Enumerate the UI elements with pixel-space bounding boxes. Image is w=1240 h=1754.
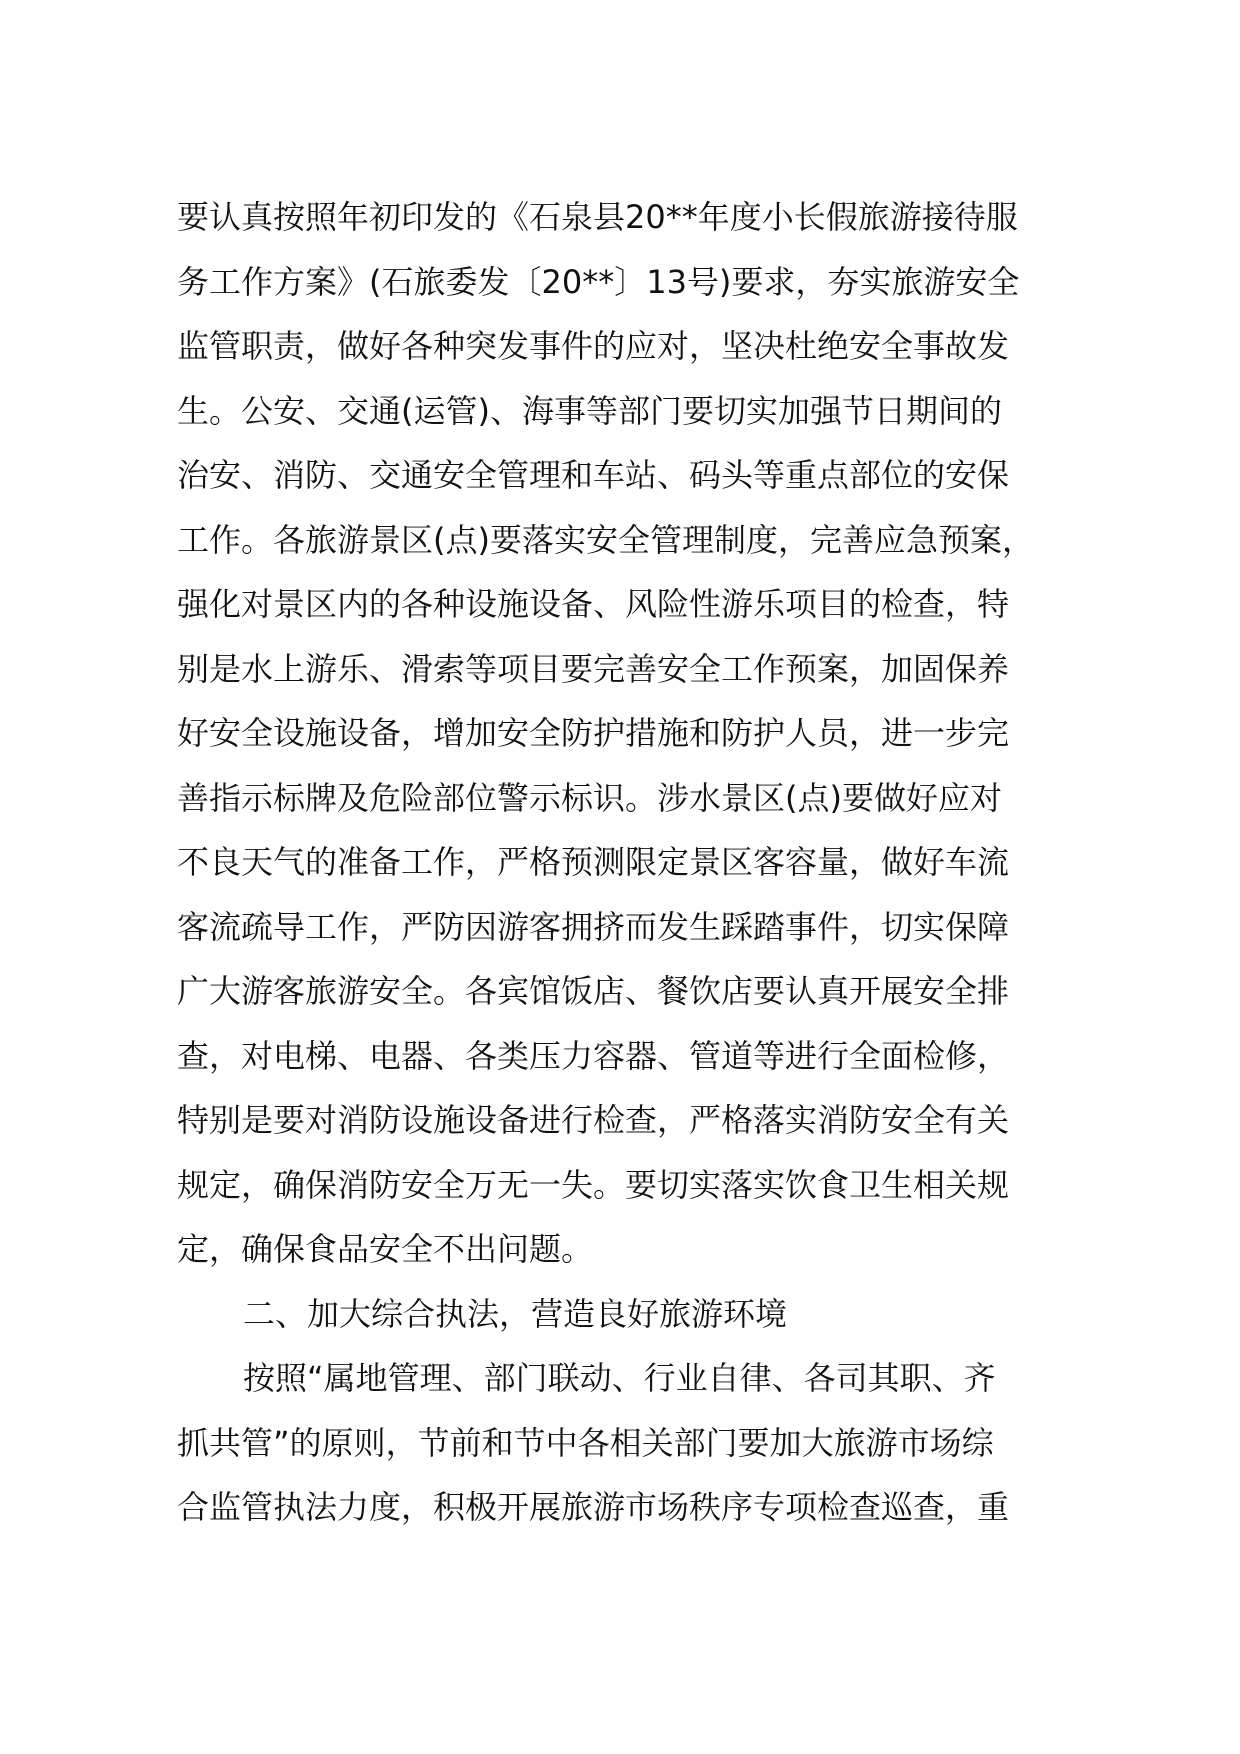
text-line: 定，确保食品安全不出问题。 <box>177 1230 594 1268</box>
text-line: 务工作方案》(石旅委发〔20**〕13号)要求，夯实旅游安全 <box>177 262 1020 301</box>
text-line: 合监管执法力度，积极开展旅游市场秩序专项检查巡查，重 <box>177 1488 1010 1526</box>
text-line: 强化对景区内的各种设施设备、风险性游乐项目的检查，特 <box>177 585 1010 623</box>
text-line: 治安、消防、交通安全管理和车站、码头等重点部位的安保 <box>177 456 1010 494</box>
text-line: 生。公安、交通(运管)、海事等部门要切实加强节日期间的 <box>177 391 1002 430</box>
text-line: 别是水上游乐、滑索等项目要完善安全工作预案，加固保养 <box>177 649 1010 688</box>
text-line: 特别是要对消防设施设备进行检查，严格落实消防安全有关 <box>177 1101 1010 1139</box>
text-line: 查，对电梯、电器、各类压力容器、管道等进行全面检修， <box>177 1036 1010 1075</box>
text-line: 抓共管”的原则，节前和节中各相关部门要加大旅游市场综 <box>177 1423 994 1462</box>
text-line: 善指示标牌及危险部位警示标识。涉水景区(点)要做好应对 <box>177 778 1002 817</box>
text-line: 工作。各旅游景区(点)要落实安全管理制度，完善应急预案， <box>177 520 1034 559</box>
text-line: 规定，确保消防安全万无一失。要切实落实饮食卫生相关规 <box>177 1165 1010 1204</box>
text-line: 好安全设施设备，增加安全防护措施和防护人员，进一步完 <box>177 714 1010 752</box>
text-line: 广大游客旅游安全。各宾馆饭店、餐饮店要认真开展安全排 <box>177 972 1010 1010</box>
section-heading: 二、加大综合执法，营造良好旅游环境 <box>243 1294 788 1333</box>
body-text <box>177 185 1097 1540</box>
text-line: 监管职责，做好各种突发事件的应对，坚决杜绝安全事故发 <box>177 327 1010 365</box>
text-line: 客流疏导工作，严防因游客拥挤而发生踩踏事件，切实保障 <box>177 907 1010 946</box>
text-line: 不良天气的准备工作，严格预测限定景区客容量，做好车流 <box>177 843 1010 881</box>
paragraph-first-line: 按照“属地管理、部门联动、行业自律、各司其职、齐 <box>243 1359 996 1397</box>
text-line: 要认真按照年初印发的《石泉县20**年度小长假旅游接待服 <box>177 198 1018 236</box>
